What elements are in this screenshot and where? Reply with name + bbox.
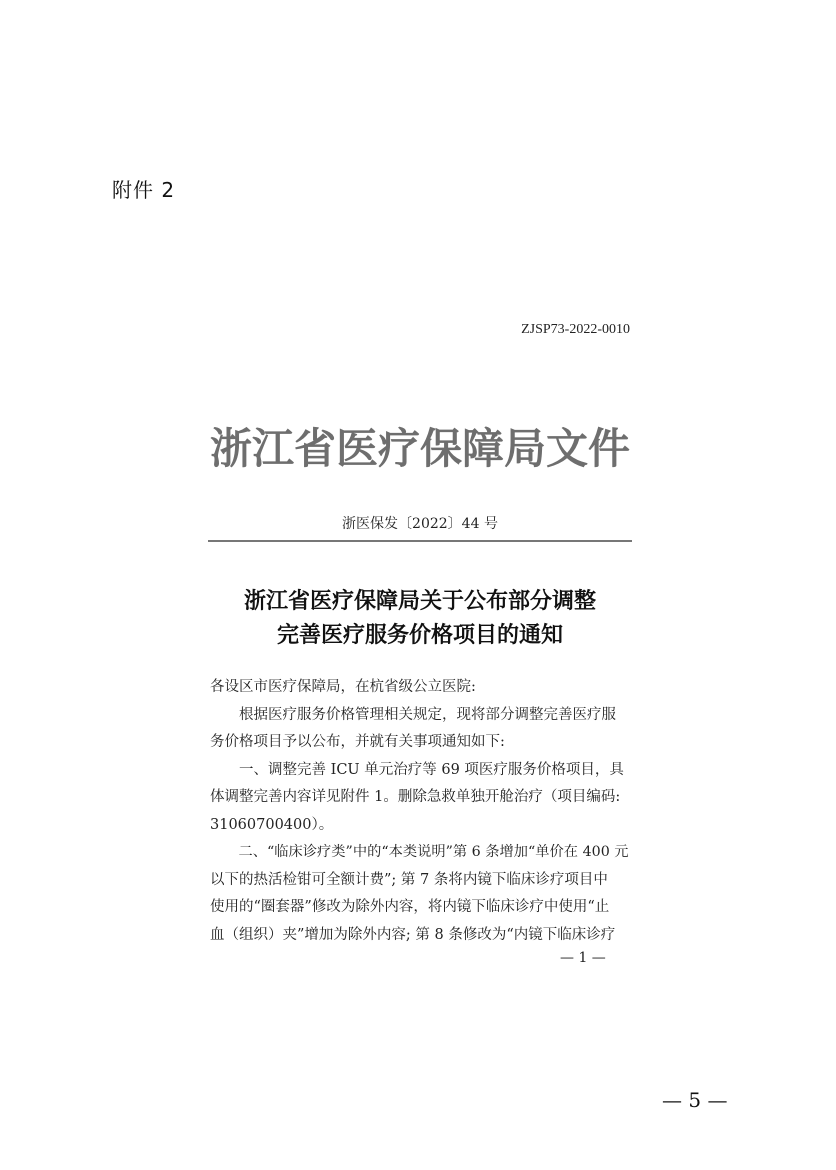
notice-body [210,674,634,949]
document-header-title: 浙江省医疗保障局文件 [209,424,630,473]
body-line: 以下的热活检钳可全额计费”; 第 7 条将内镜下临床诊疗项目中 [210,871,608,888]
document-code: ZJSP73-2022-0010 [521,322,630,337]
body-line: 一、调整完善 ICU 单元治疗等 69 项医疗服务价格项目，具 [210,761,624,778]
inner-page-number: — 1 — [560,950,606,966]
notice-title [208,584,632,652]
body-line: 根据医疗服务价格管理相关规定，现将部分调整完善医疗服 [210,706,616,723]
body-line: 务价格项目予以公布，并就有关事项通知如下: [210,734,505,750]
body-line: 二、“临床诊疗类”中的“本类说明”第 6 条增加“单价在 400 元 [210,844,629,860]
body-line: 31060700400）。 [210,816,334,833]
body-line: 血（组织）夹”增加为除外内容; 第 8 条修改为“内镜下临床诊疗 [210,926,616,943]
body-line: 各设区市医疗保障局，在杭省级公立医院: [210,679,476,695]
attachment-label: 附件 2 [112,178,176,202]
body-line: 体调整完善内容详见附件 1。删除急救单独开舱治疗（项目编码: [210,789,621,805]
notice-title-line-2: 完善医疗服务价格项目的通知 [276,622,563,648]
notice-title-line-1: 浙江省医疗保障局关于公布部分调整 [243,588,596,614]
body-line: 使用的“圈套器”修改为除外内容，将内镜下临床诊疗中使用“止 [210,899,610,915]
header-divider [208,540,632,542]
outer-page-number: — 5 — [662,1088,728,1112]
document-number: 浙医保发〔2022〕44 号 [342,516,498,532]
